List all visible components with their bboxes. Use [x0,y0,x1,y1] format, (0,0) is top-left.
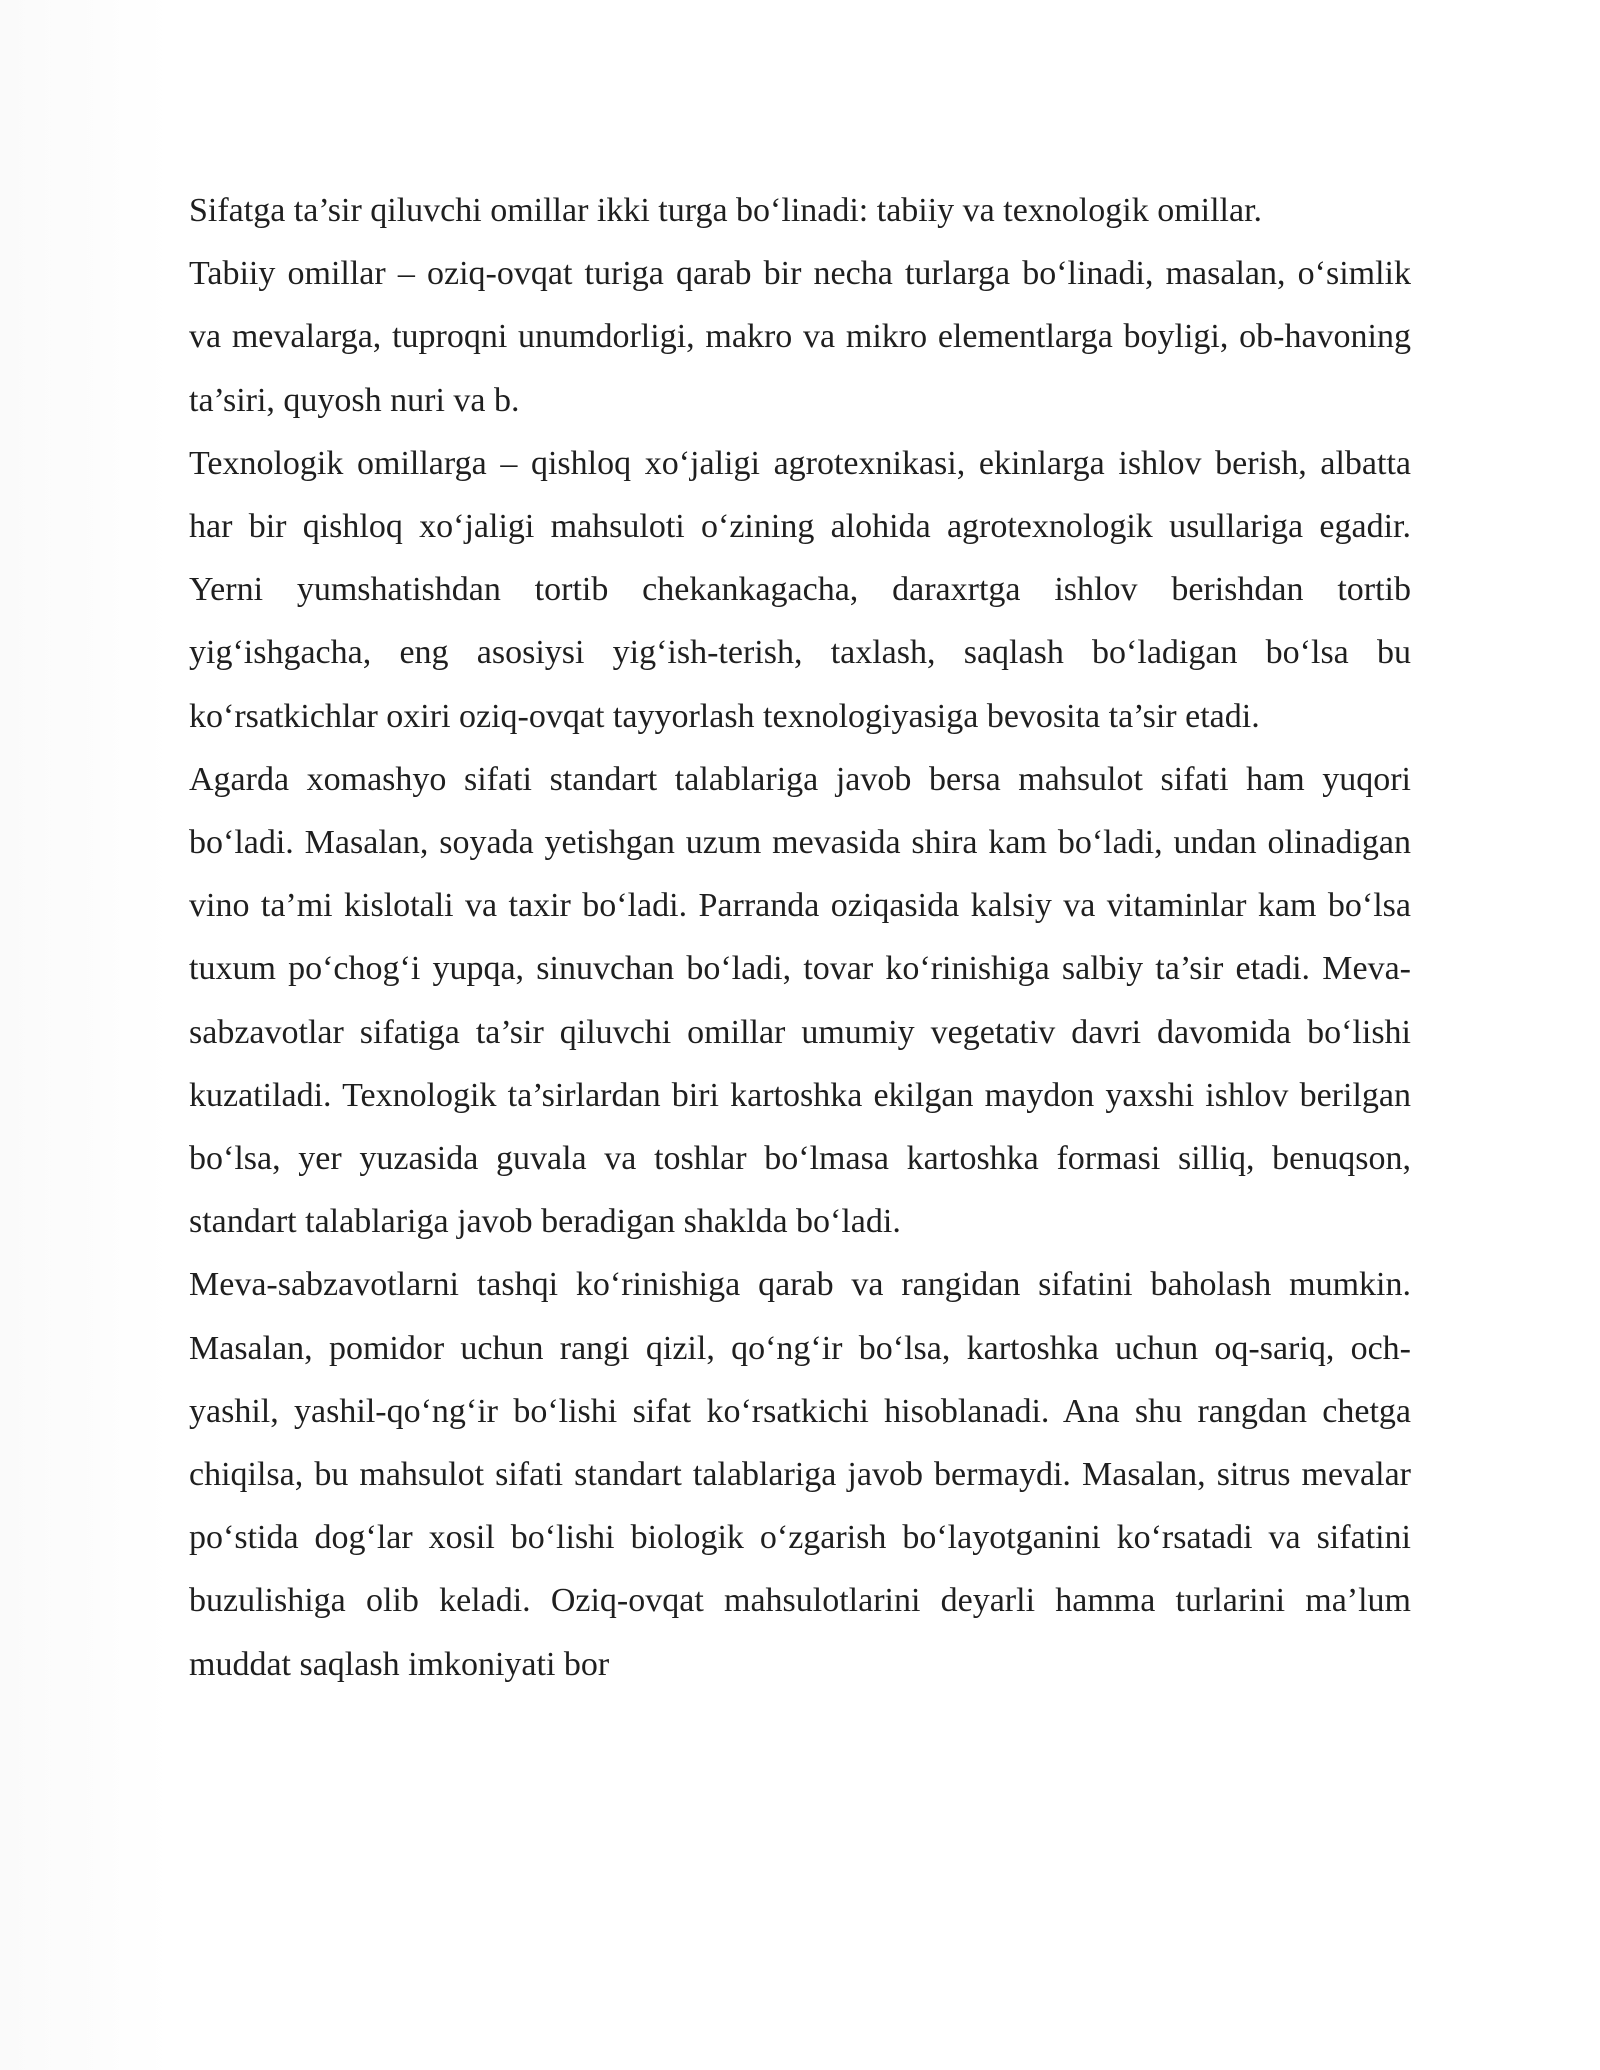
paragraph-factors-intro: Sifatga ta’sir qiluvchi omillar ikki turga bo‘linadi: tabiiy va texnologik omillar. [189,192,1263,229]
paragraph-natural-factors: Tabiiy omillar – oziq-ovqat turiga qarab bir necha turlarga bo‘linadi, masalan, o‘simlik va mevalarga, tuproqni unumdorligi, makro va mikro elementlarga boyligi, ob-havoning ta’siri, quyosh nuri va b. [189,255,1411,419]
page-shadow [0,0,172,2070]
body-text [189,179,1411,1696]
paragraph-appearance-evaluation: Meva-sabzavotlarni tashqi ko‘rinishiga qarab va rangidan sifatini baholash mumkin. Masalan, pomidor uchun rangi qizil, qo‘ng‘ir bo‘lsa, kartoshka uchun oq-sariq, och-yashil, yashil-qo‘ng‘ir bo‘lishi sifat ko‘rsatkichi hisoblanadi. Ana shu rangdan chetga chiqilsa, bu mahsulot sifati standart talablariga javob bermaydi. Masalan, sitrus mevalar po‘stida dog‘lar xosil bo‘lishi biologik o‘zgarish bo‘layotganini ko‘rsatadi va sifatini buzulishiga olib keladi. Oziq-ovqat mahsulotlarini deyarli hamma turlarini ma’lum muddat saqlash imkoniyati bor [189,1266,1411,1683]
paragraph-raw-material-quality: Agarda xomashyo sifati standart talablariga javob bersa mahsulot sifati ham yuqori bo‘ladi. Masalan, soyada yetishgan uzum mevasida shira kam bo‘ladi, undan olinadigan vino ta’mi kislotali va taxir bo‘ladi. Parranda oziqasida kalsiy va vitaminlar kam bo‘lsa tuxum po‘chog‘i yupqa, sinuvchan bo‘ladi, tovar ko‘rinishiga salbiy ta’sir etadi. Meva-sabzavotlar sifatiga ta’sir qiluvchi omillar umumiy vegetativ davri davomida bo‘lishi kuzatiladi. Texnologik ta’sirlardan biri kartoshka ekilgan maydon yaxshi ishlov berilgan bo‘lsa, yer yuzasida guvala va toshlar bo‘lmasa kartoshka formasi silliq, benuqson, standart talablariga javob beradigan shaklda bo‘ladi. [189,760,1411,1241]
paragraph-technological-factors: Texnologik omillarga – qishloq xo‘jaligi agrotexnikasi, ekinlarga ishlov berish, albatta har bir qishloq xo‘jaligi mahsuloti o‘zining alohida agrotexnologik usullariga egadir. Yerni yumshatishdan tortib chekankagacha, daraxrtga ishlov berishdan tortib yig‘ishgacha, eng asosiysi yig‘ish-terish, taxlash, saqlash bo‘ladigan bo‘lsa bu ko‘rsatkichlar oxiri oziq-ovqat tayyorlash texnologiyasiga bevosita ta’sir etadi. [189,444,1411,735]
